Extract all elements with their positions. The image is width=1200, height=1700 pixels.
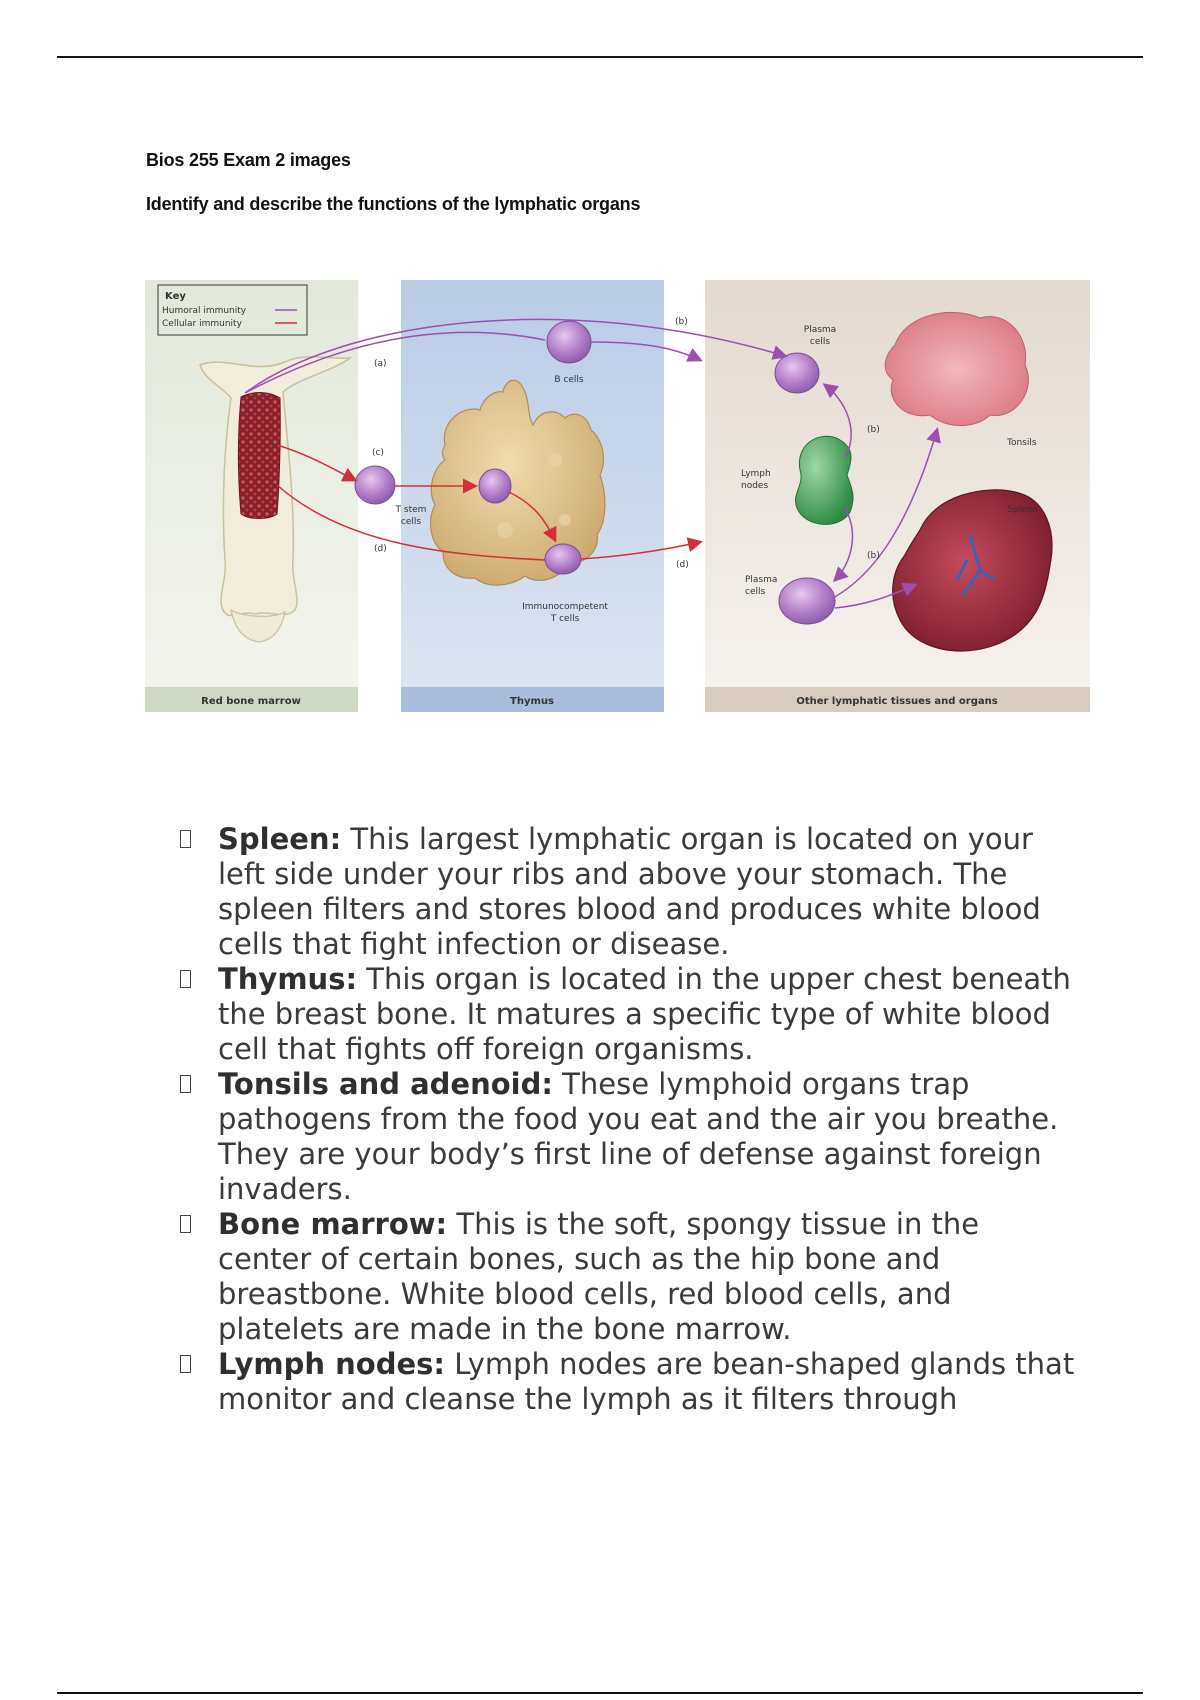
label-c: (c) <box>372 448 384 458</box>
lymphatic-organs-figure <box>145 280 1090 712</box>
document-title: Bios 255 Exam 2 images <box>146 150 351 170</box>
label-plasma-lower-1: Plasma <box>745 575 778 585</box>
term-lymph-nodes: Lymph nodes: <box>218 1347 445 1381</box>
label-lymph-2: nodes <box>741 481 769 491</box>
bullet-icon <box>180 830 191 848</box>
label-b-middle: (b) <box>867 425 880 435</box>
description-thymus: This organ is located in the upper chest beneath the breast bone. It matures a specific type of white blood cell that fights off foreign organisms. <box>218 962 1071 1066</box>
label-spleen: Spleen <box>1007 505 1038 515</box>
plasma-cell-lower <box>779 578 835 624</box>
list-item-thymus <box>180 962 1080 1067</box>
label-plasma-upper-1: Plasma <box>803 325 837 335</box>
list-item-tonsils <box>180 1067 1080 1207</box>
thymus-panel-caption: Thymus <box>510 696 554 707</box>
tonsils-illustration <box>885 312 1028 425</box>
label-b-cells: B cells <box>554 375 584 385</box>
key-humoral-label: Humoral immunity <box>162 306 247 316</box>
bullet-icon <box>180 1215 191 1233</box>
b-cell <box>547 321 591 363</box>
label-b-top: (b) <box>675 317 688 327</box>
label-t-stem-2: cells <box>400 517 422 527</box>
term-spleen: Spleen: <box>218 822 342 856</box>
label-d: (d) <box>374 544 387 554</box>
term-tonsils: Tonsils and adenoid: <box>218 1067 553 1101</box>
plasma-cell-upper <box>775 353 819 393</box>
list-item-bone-marrow <box>180 1207 1080 1347</box>
footer-rule <box>57 1692 1143 1694</box>
term-thymus: Thymus: <box>218 962 358 996</box>
marrow-panel-caption: Red bone marrow <box>201 696 301 707</box>
key-title: Key <box>165 291 186 302</box>
label-t-stem-1: T stem <box>395 505 427 515</box>
description-tonsils: These lymphoid organs trap pathogens from the food you eat and the air you breathe. They are your body’s first line of defense against foreign invaders. <box>218 1067 1059 1206</box>
t-stem-cell <box>355 466 395 504</box>
bullet-icon <box>180 1355 191 1373</box>
header-rule <box>57 56 1143 58</box>
label-lymph-1: Lymph <box>741 469 771 479</box>
description-lymph-nodes: Lymph nodes are bean-shaped glands that monitor and cleanse the lymph as it filters through <box>218 1347 1075 1416</box>
label-b-lower: (b) <box>867 551 880 561</box>
label-immuno-2: T cells <box>550 614 580 624</box>
other-panel-caption: Other lymphatic tissues and organs <box>796 696 998 707</box>
immunocompetent-t-cell <box>545 544 581 574</box>
label-tonsils: Tonsils <box>1007 438 1037 448</box>
lymphatic-organs-list <box>180 822 1080 1417</box>
bullet-icon <box>180 970 191 988</box>
lymph-node-illustration <box>795 436 853 524</box>
document-subtitle: Identify and describe the functions of the lymphatic organs <box>146 194 641 214</box>
label-d-right: (d) <box>676 560 689 570</box>
description-bone-marrow: This is the soft, spongy tissue in the center of certain bones, such as the hip bone and breastbone. White blood cells, red blood cells, and platelets are made in the bone marrow. <box>218 1207 980 1346</box>
list-item-lymph-nodes <box>180 1347 1080 1417</box>
label-plasma-lower-2: cells <box>745 587 766 597</box>
key-cellular-label: Cellular immunity <box>162 319 242 329</box>
thymus-t-cell <box>479 469 511 503</box>
bullet-icon <box>180 1075 191 1093</box>
label-plasma-upper-2: cells <box>809 337 831 347</box>
description-spleen: This largest lymphatic organ is located on your left side under your ribs and above your stomach. The spleen filters and stores blood and produces white blood cells that fight infection or disease. <box>218 822 1041 961</box>
term-bone-marrow: Bone marrow: <box>218 1207 448 1241</box>
label-a: (a) <box>374 359 387 369</box>
list-item-spleen <box>180 822 1080 962</box>
label-immuno-1: Immunocompetent <box>522 602 608 612</box>
